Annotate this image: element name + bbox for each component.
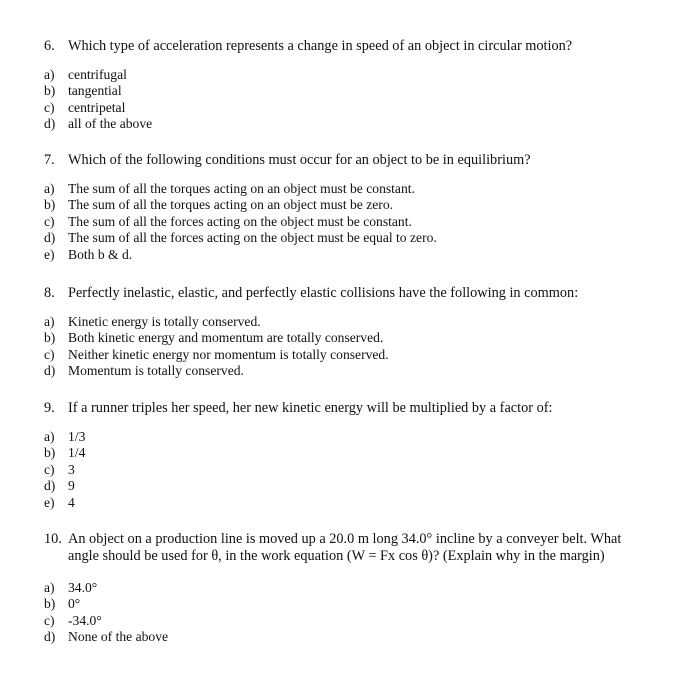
option-a (44, 580, 644, 596)
option-a (44, 181, 644, 197)
option-letter: c) (44, 461, 55, 477)
option-b (44, 330, 644, 346)
option-letter: d) (44, 230, 56, 246)
option-b (44, 197, 644, 213)
question-10 (44, 531, 644, 646)
option-letter: a) (44, 181, 55, 196)
option-text: 1/3 (68, 429, 86, 444)
option-list (44, 314, 644, 380)
option-a (44, 67, 644, 83)
option-c (44, 100, 644, 116)
option-letter: b) (44, 197, 56, 213)
question-text: Which of the following conditions must occur for an object to be in equilibrium? (68, 152, 531, 168)
question-stem (44, 38, 644, 55)
question-number: 7. (44, 152, 55, 168)
option-c (44, 214, 644, 230)
option-d (44, 230, 644, 246)
option-letter: a) (44, 429, 55, 444)
option-text: 3 (68, 461, 75, 477)
question-6 (44, 38, 644, 133)
option-letter: b) (44, 445, 56, 461)
option-text: 0° (68, 596, 81, 612)
option-c (44, 462, 644, 478)
option-list (44, 67, 644, 133)
option-letter: a) (44, 580, 55, 595)
option-text: Both kinetic energy and momentum are totally conserved. (68, 330, 384, 346)
option-letter: d) (44, 363, 56, 379)
option-letter: b) (44, 596, 56, 612)
option-text: Kinetic energy is totally conserved. (68, 314, 261, 329)
option-text: 4 (68, 494, 75, 510)
option-text: Neither kinetic energy nor momentum is totally conserved. (68, 346, 389, 362)
option-letter: c) (44, 346, 55, 362)
option-letter: b) (44, 330, 56, 346)
option-text: all of the above (68, 116, 153, 132)
question-number: 9. (44, 400, 55, 416)
option-letter: c) (44, 213, 55, 229)
question-number: 8. (44, 285, 55, 301)
option-list (44, 429, 644, 511)
option-letter: c) (44, 612, 55, 628)
question-stem (44, 531, 644, 565)
option-c (44, 347, 644, 363)
option-a (44, 314, 644, 330)
question-text: Perfectly inelastic, elastic, and perfectly elastic collisions have the following in common: (68, 285, 579, 301)
option-b (44, 596, 644, 612)
option-text: tangential (68, 83, 122, 99)
option-letter: d) (44, 116, 56, 132)
option-d (44, 629, 644, 645)
option-b (44, 83, 644, 99)
option-c (44, 613, 644, 629)
option-list (44, 580, 644, 646)
option-text: The sum of all the torques acting on an object must be constant. (68, 181, 415, 196)
question-number: 10. (44, 531, 62, 547)
question-text: If a runner triples her speed, her new kinetic energy will be multiplied by a factor of: (68, 400, 553, 416)
option-text: centripetal (68, 99, 126, 115)
option-d (44, 363, 644, 379)
option-letter: c) (44, 99, 55, 115)
option-letter: e) (44, 494, 55, 510)
option-text: centrifugal (68, 67, 127, 82)
option-text: 9 (68, 478, 75, 494)
question-text: An object on a production line is moved up a 20.0 m long 34.0° incline by a conveyer belt. What angle should be used for θ, in the work equation (W = Fx cos θ)? (Explain why in the margin) (68, 531, 622, 564)
option-b (44, 445, 644, 461)
option-text: The sum of all the forces acting on the object must be equal to zero. (68, 230, 437, 246)
option-text: Both b & d. (68, 246, 133, 262)
option-text: -34.0° (68, 612, 102, 628)
option-letter: b) (44, 83, 56, 99)
option-letter: a) (44, 67, 55, 82)
option-letter: d) (44, 478, 56, 494)
option-e (44, 247, 644, 263)
option-letter: a) (44, 314, 55, 329)
option-text: 34.0° (68, 580, 98, 595)
question-7 (44, 152, 644, 263)
question-number: 6. (44, 38, 55, 54)
option-a (44, 429, 644, 445)
option-text: Momentum is totally conserved. (68, 363, 244, 379)
option-d (44, 116, 644, 132)
question-8 (44, 285, 644, 380)
question-text: Which type of acceleration represents a change in speed of an object in circular motion? (68, 38, 573, 54)
option-text: 1/4 (68, 445, 86, 461)
question-stem (44, 400, 644, 417)
option-list (44, 181, 644, 263)
option-d (44, 478, 644, 494)
option-text: The sum of all the forces acting on the object must be constant. (68, 213, 412, 229)
option-e (44, 495, 644, 511)
option-text: None of the above (68, 629, 169, 645)
question-stem (44, 285, 644, 302)
option-letter: d) (44, 629, 56, 645)
question-9 (44, 400, 644, 511)
option-text: The sum of all the torques acting on an object must be zero. (68, 197, 394, 213)
option-letter: e) (44, 246, 55, 262)
question-stem (44, 152, 644, 169)
